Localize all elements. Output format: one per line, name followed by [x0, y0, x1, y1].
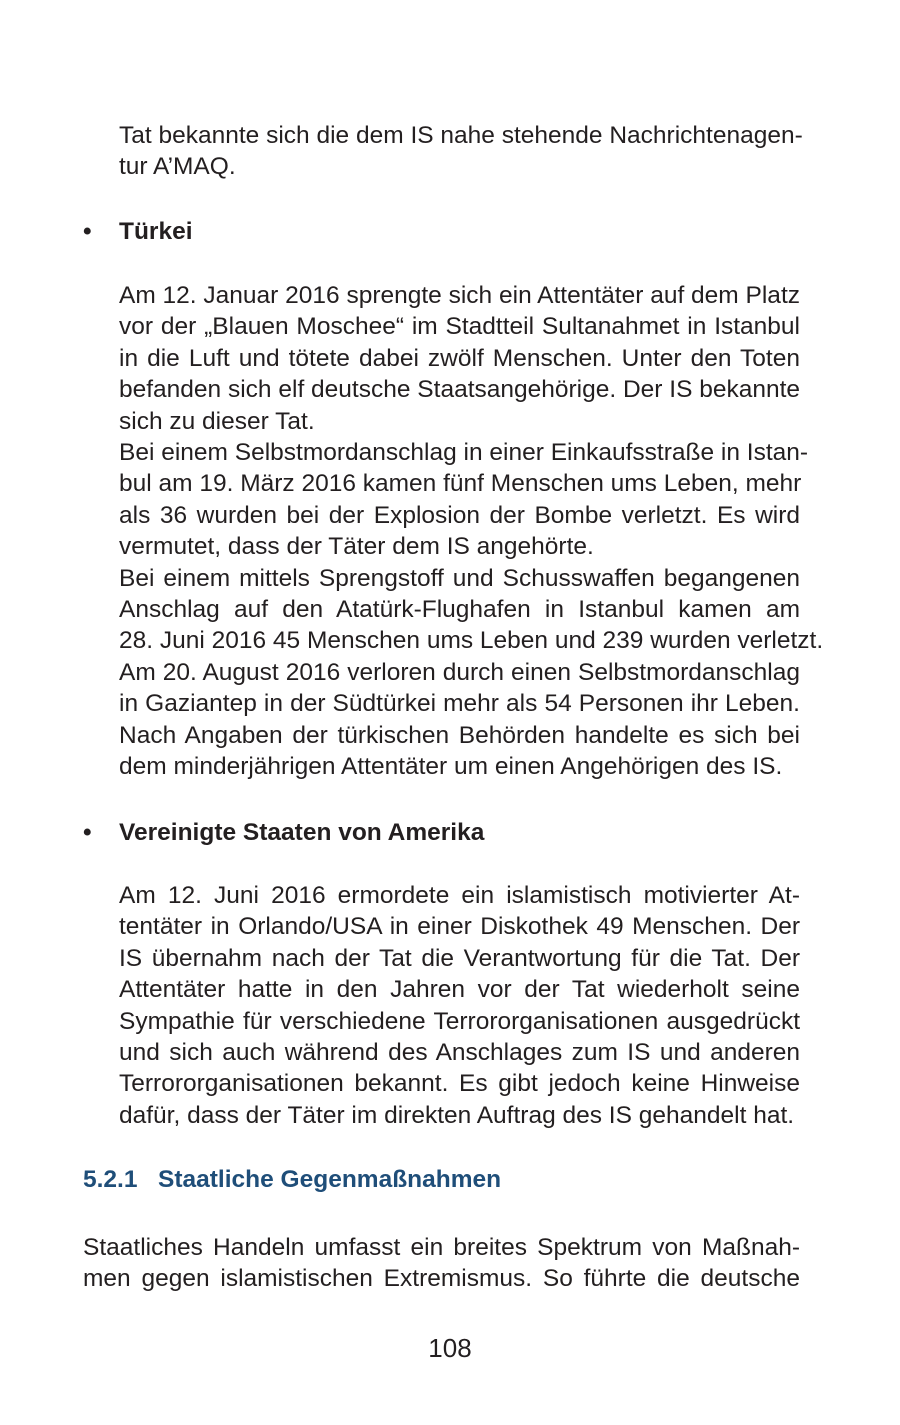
text-line: Bei einem Selbstmordanschlag in einer Einkaufsstraße in Istan- [119, 439, 809, 467]
text-line: Am 20. August 2016 verloren durch einen Selbstmordanschlag [119, 658, 800, 686]
continuation-paragraph [119, 120, 803, 183]
text-line: Anschlag auf den Atatürk-Flughafen in Istanbul kamen am [119, 596, 800, 624]
text-line: in Gaziantep in der Südtürkei mehr als 54 Personen ihr Leben. [119, 690, 800, 718]
closing-paragraph [83, 1232, 800, 1295]
text-line: Am 12. Januar 2016 sprengte sich ein Attentäter auf dem Platz [119, 282, 800, 309]
text-line: bul am 19. März 2016 kamen fünf Menschen ums Leben, mehr [119, 470, 802, 498]
text-line: vermutet, dass der Täter dem IS angehörte. [119, 533, 594, 561]
bullet-point: • [83, 819, 92, 846]
text-line: 28. Juni 2016 45 Menschen ums Leben und 239 wurden verletzt. [119, 627, 824, 655]
text-line: tur A’MAQ. [119, 153, 236, 181]
text-line: Am 12. Juni 2016 ermordete ein islamistisch motivierter At- [119, 882, 800, 909]
page-number: 108 [428, 1333, 472, 1363]
text-line: und sich auch während des Anschlages zum IS und anderen [119, 1039, 800, 1067]
text-line: Tat bekannte sich die dem IS nahe stehende Nachrichtenagen- [119, 122, 803, 149]
text-line: Nach Angaben der türkischen Behörden handelte es sich bei [119, 721, 800, 749]
usa-paragraph [119, 880, 800, 1131]
text-line: als 36 wurden bei der Explosion der Bombe verletzt. Es wird [119, 501, 800, 529]
text-line: tentäter in Orlando/USA in einer Diskothek 49 Menschen. Der [119, 913, 800, 941]
bullet-point: • [83, 218, 92, 245]
bullet-heading-usa: Vereinigte Staaten von Amerika [119, 819, 485, 846]
section-title: Staatliche Gegenmaßnahmen [158, 1166, 502, 1193]
turkey-paragraph [119, 280, 824, 783]
text-line: Terrororganisationen bekannt. Es gibt jedoch keine Hinweise [119, 1070, 800, 1098]
section-heading [83, 1164, 501, 1195]
text-line: men gegen islamistischen Extremismus. So führte die deutsche [83, 1265, 800, 1293]
section-number: 5.2.1 [83, 1166, 138, 1193]
text-line: vor der „Blauen Moschee“ im Stadtteil Sultanahmet in Istanbul [119, 313, 800, 341]
text-line: befanden sich elf deutsche Staatsangehörige. Der IS bekannte [119, 376, 801, 404]
text-line: Sympathie für verschiedene Terrororganisationen ausgedrückt [119, 1007, 800, 1035]
text-line: sich zu dieser Tat. [119, 407, 315, 435]
text-line: Attentäter hatte in den Jahren vor der Tat wiederholt seine [119, 976, 800, 1004]
text-line: dafür, dass der Täter im direkten Auftrag des IS gehandelt hat. [119, 1101, 795, 1129]
text-line: dem minderjährigen Attentäter um einen Angehörigen des IS. [119, 753, 783, 781]
bullet-heading-turkey: Türkei [119, 218, 193, 245]
text-line: Bei einem mittels Sprengstoff und Schusswaffen begangenen [119, 564, 800, 592]
text-line: IS übernahm nach der Tat die Verantwortung für die Tat. Der [119, 944, 800, 972]
text-line: Staatliches Handeln umfasst ein breites Spektrum von Maßnah- [83, 1234, 800, 1261]
text-line: in die Luft und tötete dabei zwölf Menschen. Unter den Toten [119, 344, 800, 372]
